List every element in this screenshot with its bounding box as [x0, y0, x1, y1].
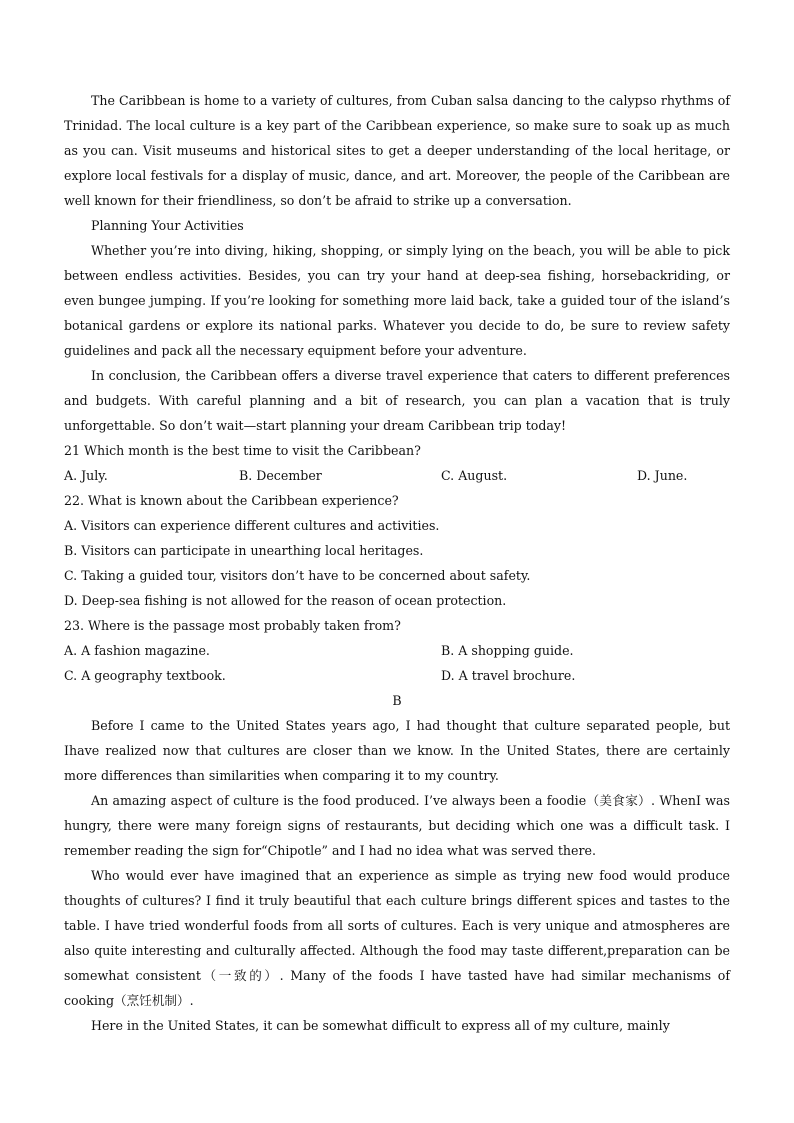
paragraph-caribbean-culture: The Caribbean is home to a variety of cultures, from Cuban salsa dancing to the calypso rhythms of Trinidad. The local culture is a key part of the Caribbean experience, so make sure to soak up as much as you can. Visit museums and historical sites to get a deeper understanding of the local heritage, or explore local festivals for a display of music, dance, and art. Moreover, the people of the Caribbean are well known for their friendliness, so don’t be afraid to strike up a conversation.	[64, 93, 730, 208]
question-23-options-row-2	[64, 663, 730, 688]
question-22-option-d: D. Deep-sea fishing is not allowed for the reason of ocean protection.	[64, 593, 507, 608]
question-23-option-b: B. A shopping guide.	[441, 643, 574, 658]
question-22-option-c: C. Taking a guided tour, visitors don’t have to be concerned about safety.	[64, 568, 531, 583]
question-21-option-d: D. June.	[637, 468, 688, 483]
question-23-options-row-1	[64, 638, 730, 663]
question-22-option-b: B. Visitors can participate in unearthing local heritages.	[64, 543, 424, 558]
question-22-stem: 22. What is known about the Caribbean experience?	[64, 493, 399, 508]
paragraph-conclusion: In conclusion, the Caribbean offers a diverse travel experience that caters to different preferences and budgets. With careful planning and a bit of research, you can plan a vacation that is truly unforgettable. So don’t wait—start planning your dream Caribbean trip today!	[64, 368, 730, 433]
question-21-option-a: A. July.	[64, 468, 108, 483]
question-23-stem: 23. Where is the passage most probably taken from?	[64, 618, 401, 633]
section-b-label: B	[392, 693, 402, 708]
question-21-options	[64, 463, 730, 488]
question-21-stem: 21 Which month is the best time to visit the Caribbean?	[64, 443, 421, 458]
paragraph-b-2: An amazing aspect of culture is the food produced. I’ve always been a foodie（美食家）. WhenI was hungry, there were many foreign signs of restaurants, but deciding which one was a difficult task. I remember reading the sign for“Chipotle” and I had no idea what was served there.	[64, 793, 730, 858]
question-23-option-c: C. A geography textbook.	[64, 668, 226, 683]
question-21-option-c: C. August.	[441, 468, 508, 483]
question-23-option-a: A. A fashion magazine.	[64, 643, 210, 658]
question-21-option-b: B. December	[239, 468, 322, 483]
paragraph-b-4: Here in the United States, it can be somewhat difficult to express all of my culture, mainly	[91, 1018, 670, 1033]
paragraph-activities: Whether you’re into diving, hiking, shopping, or simply lying on the beach, you will be able to pick between endless activities. Besides, you can try your hand at deep-sea fishing, horsebackriding, or even bungee jumping. If you’re looking for something more laid back, take a guided tour of the island’s botanical gardens or explore its national parks. Whatever you decide to do, be sure to review safety guidelines and pack all the necessary equipment before your adventure.	[64, 243, 730, 358]
question-22-option-a: A. Visitors can experience different cultures and activities.	[64, 518, 440, 533]
paragraph-b-1: Before I came to the United States years ago, I had thought that culture separated people, but Ihave realized now that cultures are closer than we know. In the United States, there are certainly more differences than similarities when comparing it to my country.	[64, 718, 730, 783]
question-23-option-d: D. A travel brochure.	[441, 668, 576, 683]
heading-planning-activities: Planning Your Activities	[91, 218, 244, 233]
paragraph-b-3: Who would ever have imagined that an experience as simple as trying new food would produce thoughts of cultures? I find it truly beautiful that each culture brings different spices and tastes to the table. I have tried wonderful foods from all sorts of cultures. Each is very unique and atmospheres are also quite interesting and culturally affected. Although the food may taste different,preparation can be somewhat consistent（一致的）. Many of the foods I have tasted have had similar mechanisms of cooking（烹饪机制）.	[64, 868, 730, 1008]
document-page	[64, 88, 730, 1038]
